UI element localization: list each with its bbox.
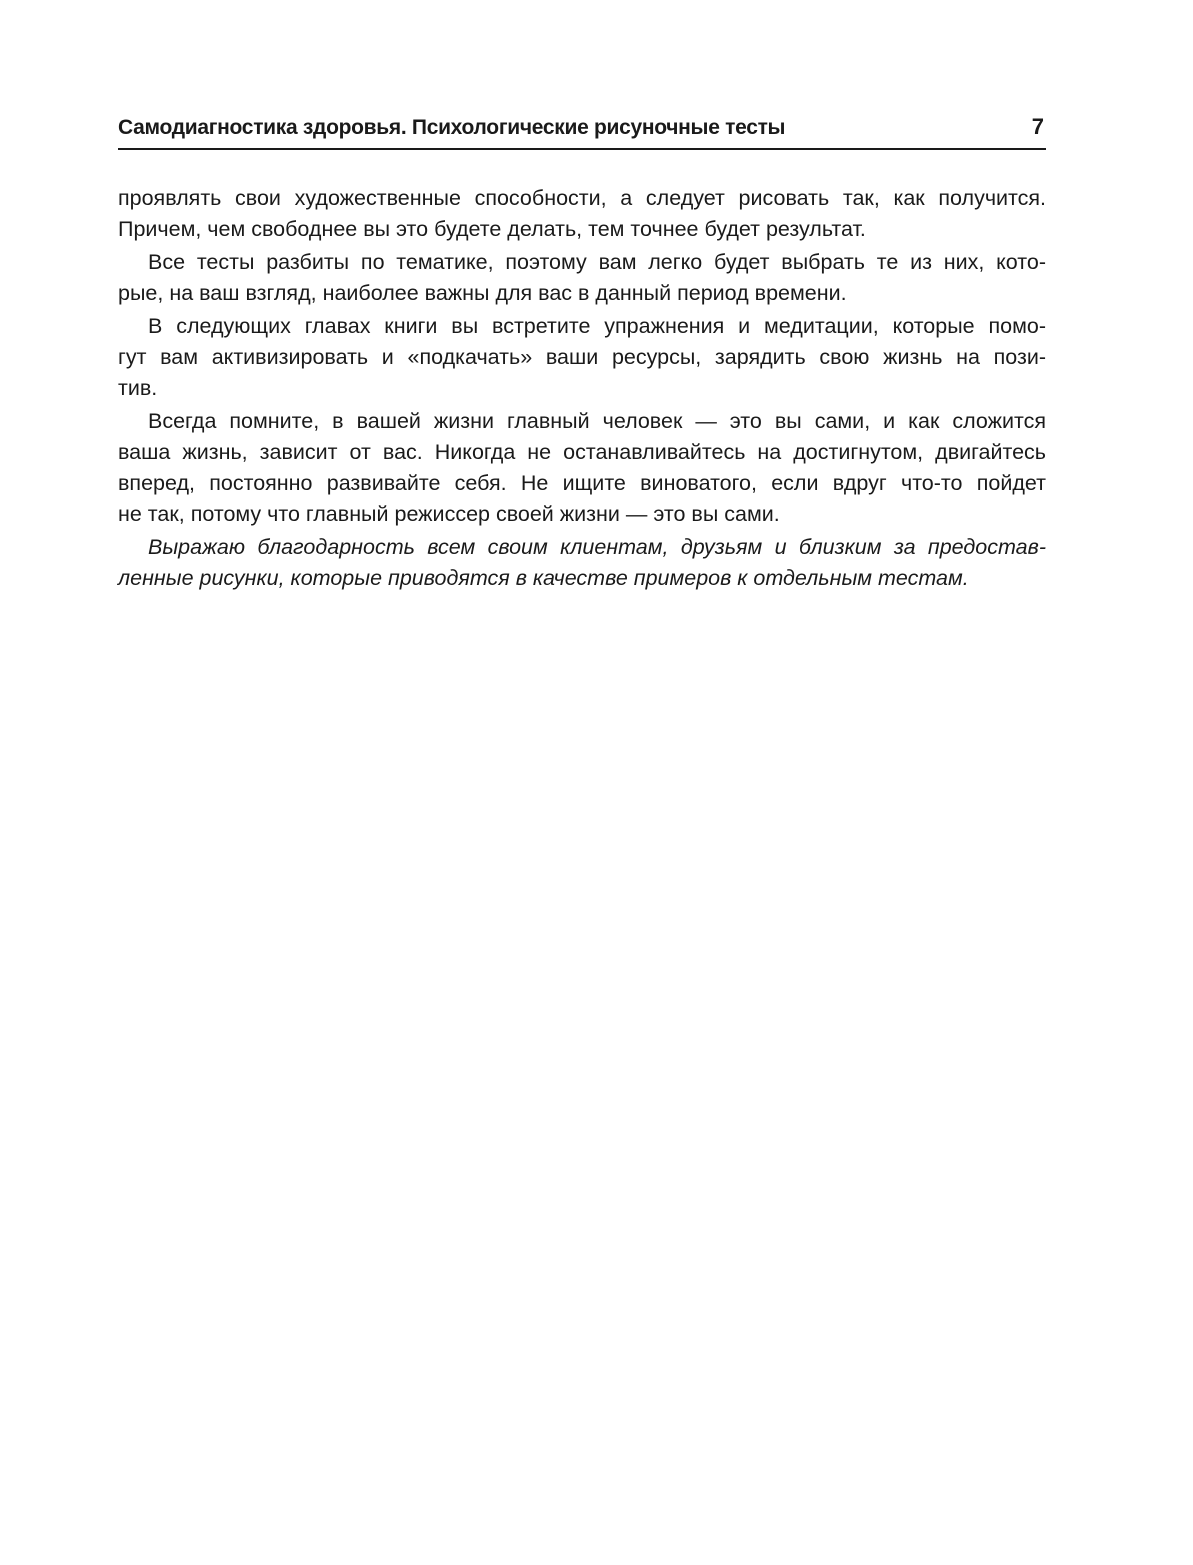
text-line: Причем, чем свободнее вы это будете делать, тем точнее будет результат. [118, 217, 866, 241]
text-line: проявлять свои художественные способности, а следует рисовать так, как получится. [118, 186, 1046, 210]
acknowledgement-paragraph [118, 532, 1046, 594]
body-text [118, 183, 1046, 594]
text-line: тив. [118, 376, 158, 400]
paragraph [118, 406, 1046, 530]
text-line: ленные рисунки, которые приводятся в качестве примеров к отдельным тестам. [118, 566, 969, 590]
text-line: Всегда помните, в вашей жизни главный человек — это вы сами, и как сложится [148, 409, 1046, 433]
text-line: В следующих главах книги вы встретите упражнения и медитации, которые помо- [148, 314, 1046, 338]
running-header [118, 114, 1046, 150]
paragraph [118, 311, 1046, 404]
paragraph [118, 183, 1046, 245]
text-line: вперед, постоянно развивайте себя. Не ищите виноватого, если вдруг что-то пойдет [118, 471, 1046, 495]
text-line: Все тесты разбиты по тематике, поэтому вам легко будет выбрать те из них, кото- [148, 250, 1046, 274]
text-line: рые, на ваш взгляд, наиболее важны для вас в данный период времени. [118, 281, 847, 305]
text-line: Выражаю благодарность всем своим клиентам, друзьям и близким за предостав- [148, 535, 1046, 559]
text-line: ваша жизнь, зависит от вас. Никогда не останавливайтесь на достигнутом, двигайтесь [118, 440, 1046, 464]
text-line: гут вам активизировать и «подкачать» ваши ресурсы, зарядить свою жизнь на пози- [118, 345, 1046, 369]
page-number: 7 [1031, 114, 1044, 139]
running-title: Самодиагностика здоровья. Психологические рисуночные тесты [118, 116, 786, 139]
paragraph [118, 247, 1046, 309]
text-line: не так, потому что главный режиссер своей жизни — это вы сами. [118, 502, 780, 526]
